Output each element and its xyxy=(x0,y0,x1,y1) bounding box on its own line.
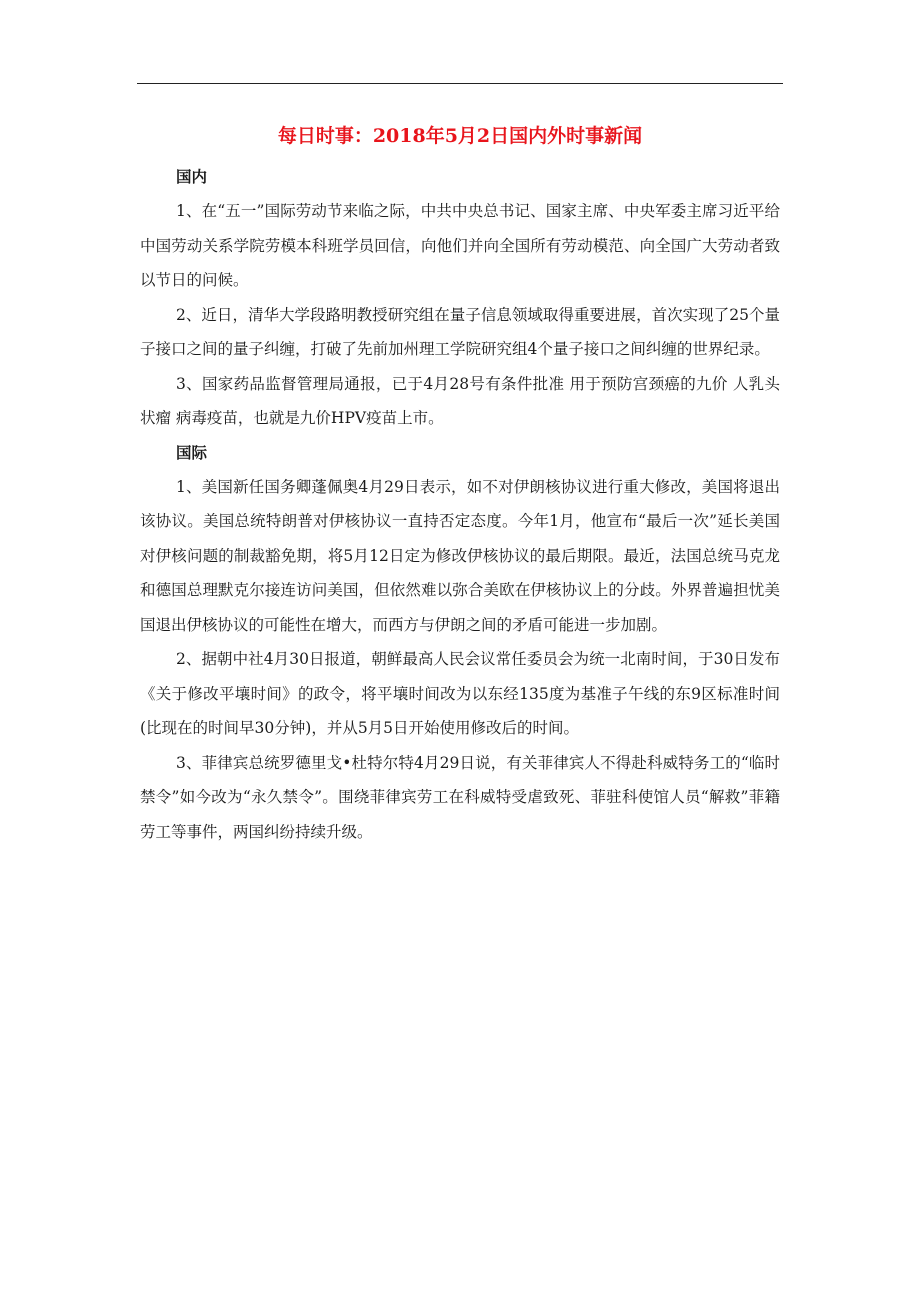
domestic-news-item: 3、国家药品监督管理局通报，已于4月28号有条件批准 用于预防宫颈癌的九价 人乳头状瘤 病毒疫苗，也就是九价HPV疫苗上市。 xyxy=(140,374,780,427)
international-news-item: 2、据朝中社4月30日报道，朝鲜最高人民会议常任委员会为统一北南时间，于30日发布《关于修改平壤时间》的政令，将平壤时间改为以东经135度为基准子午线的东9区标准时间(比现在的时间早30分钟)，并从5月5日开始使用修改后的时间。 xyxy=(140,650,780,737)
domestic-news-item: 1、在“五一”国际劳动节来临之际，中共中央总书记、国家主席、中央军委主席习近平给中国劳动关系学院劳模本科班学员回信，向他们并向全国所有劳动模范、向全国广大劳动者致以节日的问候。 xyxy=(140,202,780,289)
document-body xyxy=(140,120,780,849)
section-heading-international: 国际 xyxy=(176,443,208,462)
section-heading-domestic: 国内 xyxy=(176,168,208,186)
international-news-item: 3、菲律宾总统罗德里戈•杜特尔特4月29日说，有关菲律宾人不得赴科威特务工的“临时禁令”如今改为“永久禁令”。围绕菲律宾劳工在科威特受虐致死、菲驻科使馆人员“解救”菲籍劳工等事件，两国纠纷持续升级。 xyxy=(140,753,780,841)
domestic-news-item: 2、近日，清华大学段路明教授研究组在量子信息领域取得重要进展，首次实现了25个量子接口之间的量子纠缠，打破了先前加州理工学院研究组4个量子接口之间纠缠的世界纪录。 xyxy=(140,305,780,358)
document-title: 每日时事：2018年5月2日国内外时事新闻 xyxy=(277,125,643,147)
international-news-item: 1、美国新任国务卿蓬佩奥4月29日表示，如不对伊朗核协议进行重大修改，美国将退出该协议。美国总统特朗普对伊核协议一直持否定态度。今年1月，他宣布“最后一次”延长美国对伊核问题的制裁豁免期，将5月12日定为修改伊核协议的最后期限。最近，法国总统马克龙和德国总理默克尔接连访问美国，但依然难以弥合美欧在伊核协议上的分歧。外界普遍担忧美国退出伊核协议的可能性在增大，而西方与伊朗之间的矛盾可能进一步加剧。 xyxy=(140,477,780,634)
header-rule xyxy=(137,83,783,84)
